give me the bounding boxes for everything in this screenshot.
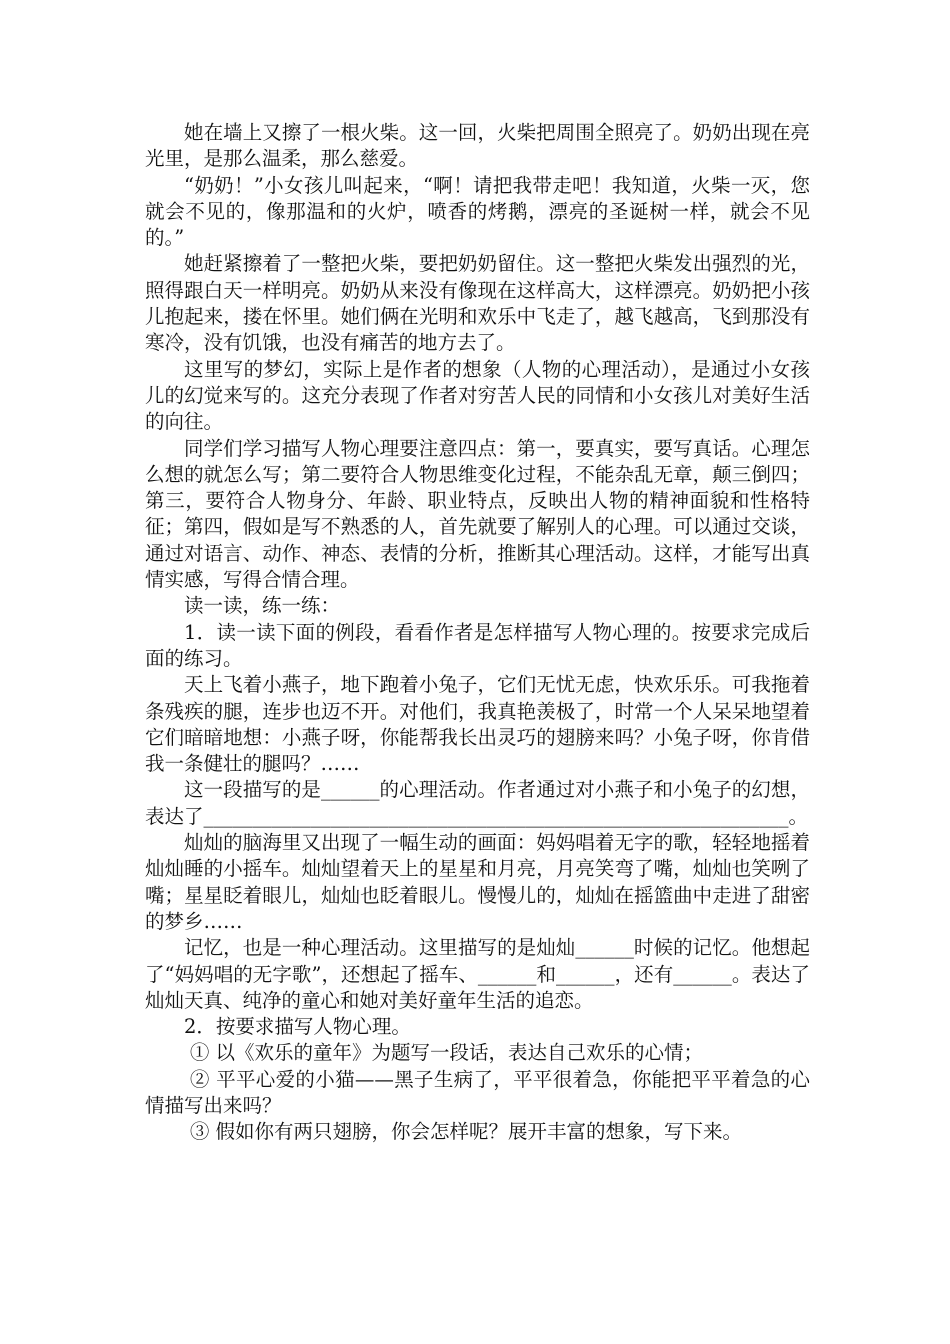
analysis-paragraph: 这里写的梦幻，实际上是作者的想象（人物的心理活动），是通过小女孩儿的幻觉来写的。这充分表现了作者对穷苦人民的同情和小女孩儿对美好生活的向往。 [145,357,810,434]
fill-in-question-1: 这一段描写的是______的心理活动。作者通过对小燕子和小兔子的幻想，表达了____________________________________________________________。 [145,778,810,828]
exercise-heading: 读一读，练一练： [184,594,341,618]
example-paragraph-2: 灿灿的脑海里又出现了一幅生动的画面：妈妈唱着无字的歌，轻轻地摇着灿灿睡的小摇车。灿灿望着天上的星星和月亮，月亮笑弯了嘴，灿灿也笑咧了嘴；星星眨着眼儿，灿灿也眨着眼儿。慢慢儿的，灿灿在摇篮曲中走进了甜密的梦乡…… [145,831,810,933]
document-page [145,120,810,1146]
story-paragraph-3: 她赶紧擦着了一整把火柴，要把奶奶留住。这一整把火柴发出强烈的光，照得跟白天一样明亮。奶奶从来没有像现在这样高大，这样漂亮。奶奶把小孩儿抱起来，搂在怀里。她们俩在光明和欢乐中飞走了，越飞越高，飞到那没有寒冷，没有饥饿，也没有痛苦的地方去了。 [145,252,810,355]
fill-in-question-2: 记忆，也是一种心理活动。这里描写的是灿灿______时候的记忆。他想起了“妈妈唱的无字歌”，还想起了摇车、______和______，还有______。表达了灿灿天真、纯净的童心和她对美好童年生活的追恋。 [145,936,810,1012]
writing-task-1: ① 以《欢乐的童年》为题写一段话，表达自己欢乐的心情； [189,1041,704,1065]
exercise-1-instruction: 1．读一读下面的例段，看看作者是怎样描写人物心理的。按要求完成后面的练习。 [145,620,810,670]
exercise-2-instruction: 2．按要求描写人物心理。 [184,1015,411,1039]
writing-task-3: ③ 假如你有两只翅膀，你会怎样呢？展开丰富的想象，写下来。 [189,1120,743,1144]
story-paragraph-1: 她在墙上又擦了一根火柴。这一回，火柴把周围全照亮了。奶奶出现在亮光里，是那么温柔，那么慈爱。 [145,121,810,171]
tips-paragraph: 同学们学习描写人物心理要注意四点：第一，要真实，要写真话。心理怎么想的就怎么写；第二要符合人物思维变化过程，不能杂乱无章，颠三倒四；第三，要符合人物身分、年龄、职业特点，反映出人物的精神面貌和性格特征；第四，假如是写不熟悉的人，首先就要了解别人的心理。可以通过交谈，通过对语言、动作、神态、表情的分析，推断其心理活动。这样，才能写出真情实感，写得合情合理。 [145,436,810,592]
example-paragraph-1: 天上飞着小燕子，地下跑着小兔子，它们无忧无虑，快欢乐乐。可我拖着条残疾的腿，连步也迈不开。对他们，我真艳羡极了，时常一个人呆呆地望着它们暗暗地想：小燕子呀，你能帮我长出灵巧的翅膀来吗？小兔子呀，你肯借我一条健壮的腿吗？…… [145,673,810,776]
story-paragraph-2: “奶奶！”小女孩儿叫起来，“啊！请把我带走吧！我知道，火柴一灭，您就会不见的，像那温和的火炉，喷香的烤鹅，漂亮的圣诞树一样，就会不见的。” [145,173,810,250]
writing-task-2: ② 平平心爱的小猫——黑子生病了，平平很着急，你能把平平着急的心情描写出来吗？ [145,1067,810,1117]
